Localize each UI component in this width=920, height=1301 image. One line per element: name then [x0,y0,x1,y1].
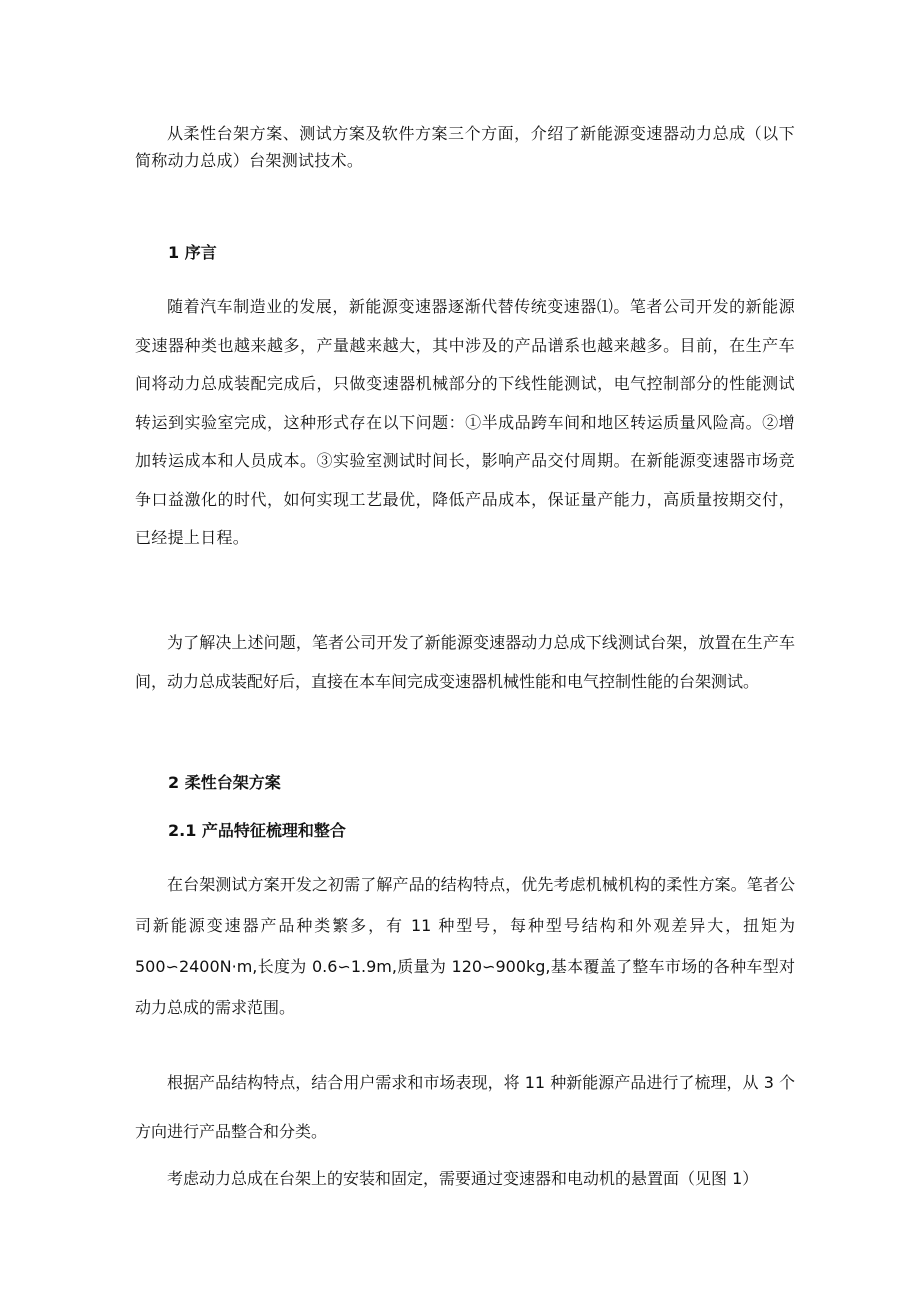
abstract-paragraph: 从柔性台架方案、测试方案及软件方案三个方面，介绍了新能源变速器动力总成（以下简称动力总成）台架测试技术。 [135,124,795,170]
subsection-heading-product-features: 2.1 产品特征梳理和整合 [168,821,346,840]
product-features-paragraph-3: 考虑动力总成在台架上的安装和固定，需要通过变速器和电动机的悬置面（见图 1） [167,1169,759,1188]
section-heading-intro: 1 序言 [168,243,217,262]
intro-paragraph-1: 随着汽车制造业的发展，新能源变速器逐渐代替传统变速器⑴。笔者公司开发的新能源变速器种类也越来越多，产量越来越大，其中涉及的产品谱系也越来越多。目前，在生产车间将动力总成装配完成后，只做变速器机械部分的下线性能测试，电气控制部分的性能测试转运到实验室完成，这种形式存在以下问题：①半成品跨车间和地区转运质量风险高。②增加转运成本和人员成本。③实验室测试时间长，影响产品交付周期。在新能源变速器市场竞争口益激化的时代，如何实现工艺最优，降低产品成本，保证量产能力，高质量按期交付，已经提上日程。 [135,297,795,547]
product-features-paragraph-2: 根据产品结构特点，结合用户需求和市场表现，将 11 种新能源产品进行了梳理，从 3 个方向进行产品整合和分类。 [135,1073,795,1141]
product-features-paragraph-1: 在台架测试方案开发之初需了解产品的结构特点，优先考虑机械机构的柔性方案。笔者公司新能源变速器产品种类繁多，有 11 种型号，每种型号结构和外观差异大，扭矩为 500∽2400N·m,长度为 0.6∽1.9m,质量为 120∽900kg,基本覆盖了整车市场的各种车型对动力总成的需求范围。 [135,875,795,1017]
section-heading-flexible-bench: 2 柔性台架方案 [168,773,281,792]
intro-paragraph-2: 为了解决上述问题，笔者公司开发了新能源变速器动力总成下线测试台架，放置在生产车间，动力总成装配好后，直接在本车间完成变速器机械性能和电气控制性能的台架测试。 [135,633,795,691]
